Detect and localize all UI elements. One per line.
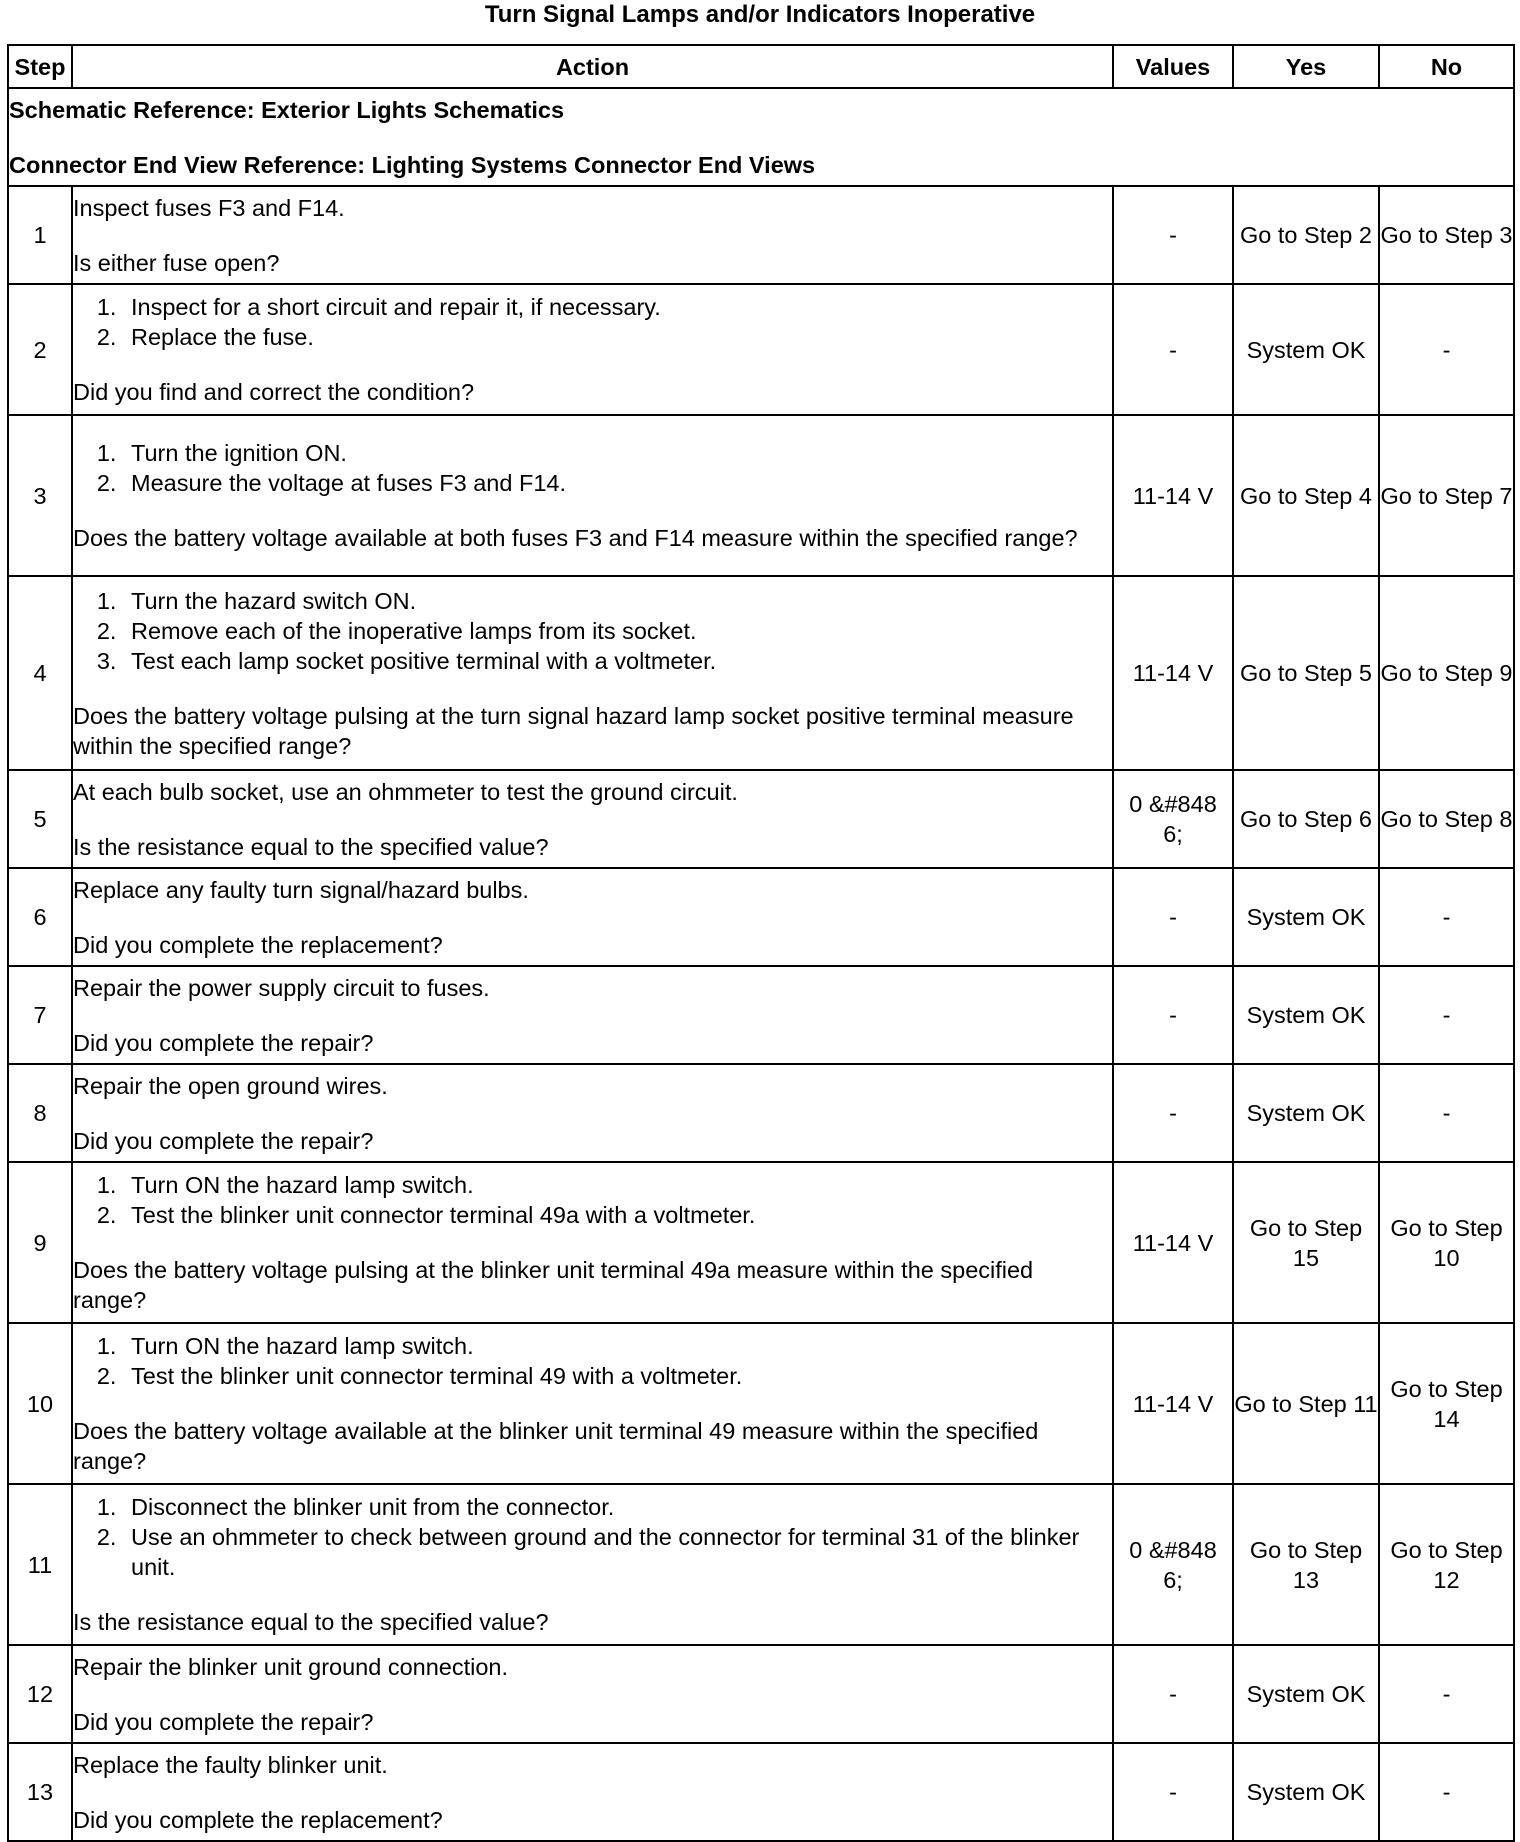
action-cell bbox=[72, 415, 1113, 576]
yes-outcome: Go to Step 2 bbox=[1233, 186, 1379, 284]
table-row bbox=[8, 186, 1514, 284]
substep-list bbox=[73, 586, 1112, 676]
value-cell bbox=[1113, 1484, 1233, 1645]
action-instruction: Repair the power supply circuit to fuses. bbox=[73, 974, 490, 1001]
action-question: Is the resistance equal to the specified value? bbox=[73, 1609, 549, 1635]
spec-value: - bbox=[1169, 1681, 1177, 1707]
substep-list bbox=[73, 1331, 1112, 1391]
no-outcome: Go to Step 14 bbox=[1379, 1323, 1514, 1484]
no-outcome: - bbox=[1379, 284, 1514, 415]
action-instruction: Inspect fuses F3 and F14. bbox=[73, 194, 345, 221]
action-question: Is either fuse open? bbox=[73, 249, 280, 276]
spec-value: 11-14 V bbox=[1132, 482, 1214, 509]
substep-item: 1. Turn the hazard switch ON. bbox=[123, 586, 1112, 616]
action-cell bbox=[72, 770, 1113, 868]
no-outcome: - bbox=[1379, 1064, 1514, 1162]
header-values: Values bbox=[1113, 45, 1233, 88]
yes-outcome: Go to Step 5 bbox=[1233, 576, 1379, 770]
step-number: 2 bbox=[8, 284, 72, 415]
yes-outcome: Go to Step 11 bbox=[1233, 1323, 1379, 1484]
step-number: 5 bbox=[8, 770, 72, 868]
no-outcome: Go to Step 8 bbox=[1379, 770, 1514, 868]
action-cell bbox=[72, 1323, 1113, 1484]
diagnostic-table bbox=[7, 44, 1515, 1842]
action-cell bbox=[72, 1064, 1113, 1162]
no-outcome: Go to Step 7 bbox=[1379, 415, 1514, 576]
value-cell bbox=[1113, 1743, 1233, 1841]
yes-outcome: Go to Step 4 bbox=[1233, 415, 1379, 576]
step-number: 6 bbox=[8, 868, 72, 966]
yes-outcome: System OK bbox=[1233, 868, 1379, 966]
substep-item: 1. Turn the ignition ON. bbox=[123, 438, 1112, 468]
action-cell bbox=[72, 576, 1113, 770]
action-cell bbox=[72, 186, 1113, 284]
table-row bbox=[8, 415, 1514, 576]
spec-value: - bbox=[1169, 904, 1177, 930]
substep-list bbox=[73, 1492, 1112, 1582]
value-cell bbox=[1113, 1323, 1233, 1484]
action-question: Did you complete the replacement? bbox=[73, 1806, 443, 1833]
substep-item: 2. Replace the fuse. bbox=[123, 322, 1112, 352]
value-cell bbox=[1113, 576, 1233, 770]
no-outcome: - bbox=[1379, 1743, 1514, 1841]
step-number: 3 bbox=[8, 415, 72, 576]
spec-value: 11-14 V bbox=[1132, 660, 1214, 686]
yes-outcome: System OK bbox=[1233, 284, 1379, 415]
table-row bbox=[8, 770, 1514, 868]
action-cell bbox=[72, 1743, 1113, 1841]
spec-value: 11-14 V bbox=[1132, 1229, 1214, 1256]
yes-outcome: System OK bbox=[1233, 1743, 1379, 1841]
substep-item: 1. Disconnect the blinker unit from the connector. bbox=[123, 1492, 1112, 1522]
header-action: Action bbox=[72, 45, 1113, 88]
step-number: 11 bbox=[8, 1484, 72, 1645]
step-number: 13 bbox=[8, 1743, 72, 1841]
action-question: Did you complete the repair? bbox=[73, 1127, 374, 1154]
action-instruction: At each bulb socket, use an ohmmeter to test the ground circuit. bbox=[73, 778, 738, 805]
action-question: Does the battery voltage available at the blinker unit terminal 49 measure within the specified range? bbox=[73, 1418, 1039, 1474]
header-row bbox=[8, 45, 1514, 88]
spec-value: 0 &#8486; bbox=[1129, 791, 1217, 847]
table-row bbox=[8, 1162, 1514, 1323]
action-instruction: Replace the faulty blinker unit. bbox=[73, 1751, 388, 1778]
action-cell bbox=[72, 966, 1113, 1064]
substep-list bbox=[73, 292, 1112, 352]
spec-value: - bbox=[1169, 336, 1177, 363]
substep-item: 2. Use an ohmmeter to check between ground and the connector for terminal 31 of the blinker unit. bbox=[123, 1522, 1112, 1582]
value-cell bbox=[1113, 284, 1233, 415]
spec-value: - bbox=[1169, 1779, 1177, 1805]
value-cell bbox=[1113, 966, 1233, 1064]
yes-outcome: Go to Step 6 bbox=[1233, 770, 1379, 868]
substep-item: 1. Turn ON the hazard lamp switch. bbox=[123, 1170, 1112, 1200]
no-outcome: Go to Step 3 bbox=[1379, 186, 1514, 284]
step-number: 7 bbox=[8, 966, 72, 1064]
spec-value: - bbox=[1169, 1002, 1177, 1028]
schematic-reference: Schematic Reference: Exterior Lights Schematics bbox=[9, 96, 565, 123]
yes-outcome: System OK bbox=[1233, 966, 1379, 1064]
substep-item: 2. Test the blinker unit connector terminal 49a with a voltmeter. bbox=[123, 1200, 1112, 1230]
table-row bbox=[8, 868, 1514, 966]
table-row bbox=[8, 1743, 1514, 1841]
action-instruction: Repair the blinker unit ground connection. bbox=[73, 1653, 509, 1680]
action-cell bbox=[72, 1645, 1113, 1743]
table-row bbox=[8, 1484, 1514, 1645]
page-title: Turn Signal Lamps and/or Indicators Inoperative bbox=[484, 1, 1036, 28]
action-cell bbox=[72, 868, 1113, 966]
substep-list bbox=[73, 1170, 1112, 1230]
action-question: Did you complete the repair? bbox=[73, 1708, 374, 1735]
no-outcome: - bbox=[1379, 868, 1514, 966]
no-outcome: Go to Step 10 bbox=[1379, 1162, 1514, 1323]
step-number: 10 bbox=[8, 1323, 72, 1484]
value-cell bbox=[1113, 1645, 1233, 1743]
yes-outcome: System OK bbox=[1233, 1064, 1379, 1162]
substep-item: 2. Test the blinker unit connector terminal 49 with a voltmeter. bbox=[123, 1361, 1112, 1391]
action-instruction: Replace any faulty turn signal/hazard bulbs. bbox=[73, 876, 529, 903]
table-row bbox=[8, 1064, 1514, 1162]
step-number: 12 bbox=[8, 1645, 72, 1743]
step-number: 1 bbox=[8, 186, 72, 284]
reference-row bbox=[8, 88, 1514, 186]
action-cell bbox=[72, 1484, 1113, 1645]
header-yes: Yes bbox=[1233, 45, 1379, 88]
step-number: 4 bbox=[8, 576, 72, 770]
no-outcome: Go to Step 12 bbox=[1379, 1484, 1514, 1645]
substep-item: 2. Remove each of the inoperative lamps from its socket. bbox=[123, 616, 1112, 646]
no-outcome: - bbox=[1379, 966, 1514, 1064]
action-question: Does the battery voltage pulsing at the turn signal hazard lamp socket positive terminal measure within the specified range? bbox=[73, 702, 1074, 759]
substep-item: 2. Measure the voltage at fuses F3 and F14. bbox=[123, 468, 1112, 498]
action-cell bbox=[72, 284, 1113, 415]
spec-value: 11-14 V bbox=[1132, 1390, 1214, 1417]
spec-value: 0 &#8486; bbox=[1129, 1536, 1217, 1593]
substep-list bbox=[73, 438, 1112, 498]
substep-item: 1. Inspect for a short circuit and repair it, if necessary. bbox=[123, 292, 1112, 322]
step-number: 8 bbox=[8, 1064, 72, 1162]
spec-value: - bbox=[1169, 222, 1177, 248]
reference-cell bbox=[8, 88, 1514, 186]
yes-outcome: Go to Step 13 bbox=[1233, 1484, 1379, 1645]
header-no: No bbox=[1379, 45, 1514, 88]
no-outcome: Go to Step 9 bbox=[1379, 576, 1514, 770]
table-row bbox=[8, 1323, 1514, 1484]
value-cell bbox=[1113, 868, 1233, 966]
header-step: Step bbox=[8, 45, 72, 88]
action-instruction: Repair the open ground wires. bbox=[73, 1072, 388, 1099]
substep-item: 1. Turn ON the hazard lamp switch. bbox=[123, 1331, 1112, 1361]
step-number: 9 bbox=[8, 1162, 72, 1323]
action-question: Did you complete the replacement? bbox=[73, 931, 443, 958]
action-question: Does the battery voltage pulsing at the blinker unit terminal 49a measure within the specified range? bbox=[73, 1257, 1034, 1313]
action-question: Did you complete the repair? bbox=[73, 1029, 374, 1056]
table-row bbox=[8, 576, 1514, 770]
substep-item: 3. Test each lamp socket positive terminal with a voltmeter. bbox=[123, 646, 1112, 676]
table-row bbox=[8, 966, 1514, 1064]
table-row bbox=[8, 1645, 1514, 1743]
value-cell bbox=[1113, 186, 1233, 284]
action-question: Is the resistance equal to the specified value? bbox=[73, 833, 549, 860]
no-outcome: - bbox=[1379, 1645, 1514, 1743]
action-question: Does the battery voltage available at both fuses F3 and F14 measure within the specified range? bbox=[73, 525, 1078, 551]
value-cell bbox=[1113, 770, 1233, 868]
yes-outcome: System OK bbox=[1233, 1645, 1379, 1743]
value-cell bbox=[1113, 415, 1233, 576]
action-question: Did you find and correct the condition? bbox=[73, 379, 475, 405]
value-cell bbox=[1113, 1162, 1233, 1323]
action-cell bbox=[72, 1162, 1113, 1323]
spec-value: - bbox=[1169, 1100, 1177, 1126]
table-row bbox=[8, 284, 1514, 415]
yes-outcome: Go to Step 15 bbox=[1233, 1162, 1379, 1323]
connector-reference: Connector End View Reference: Lighting Systems Connector End Views bbox=[9, 151, 816, 178]
value-cell bbox=[1113, 1064, 1233, 1162]
